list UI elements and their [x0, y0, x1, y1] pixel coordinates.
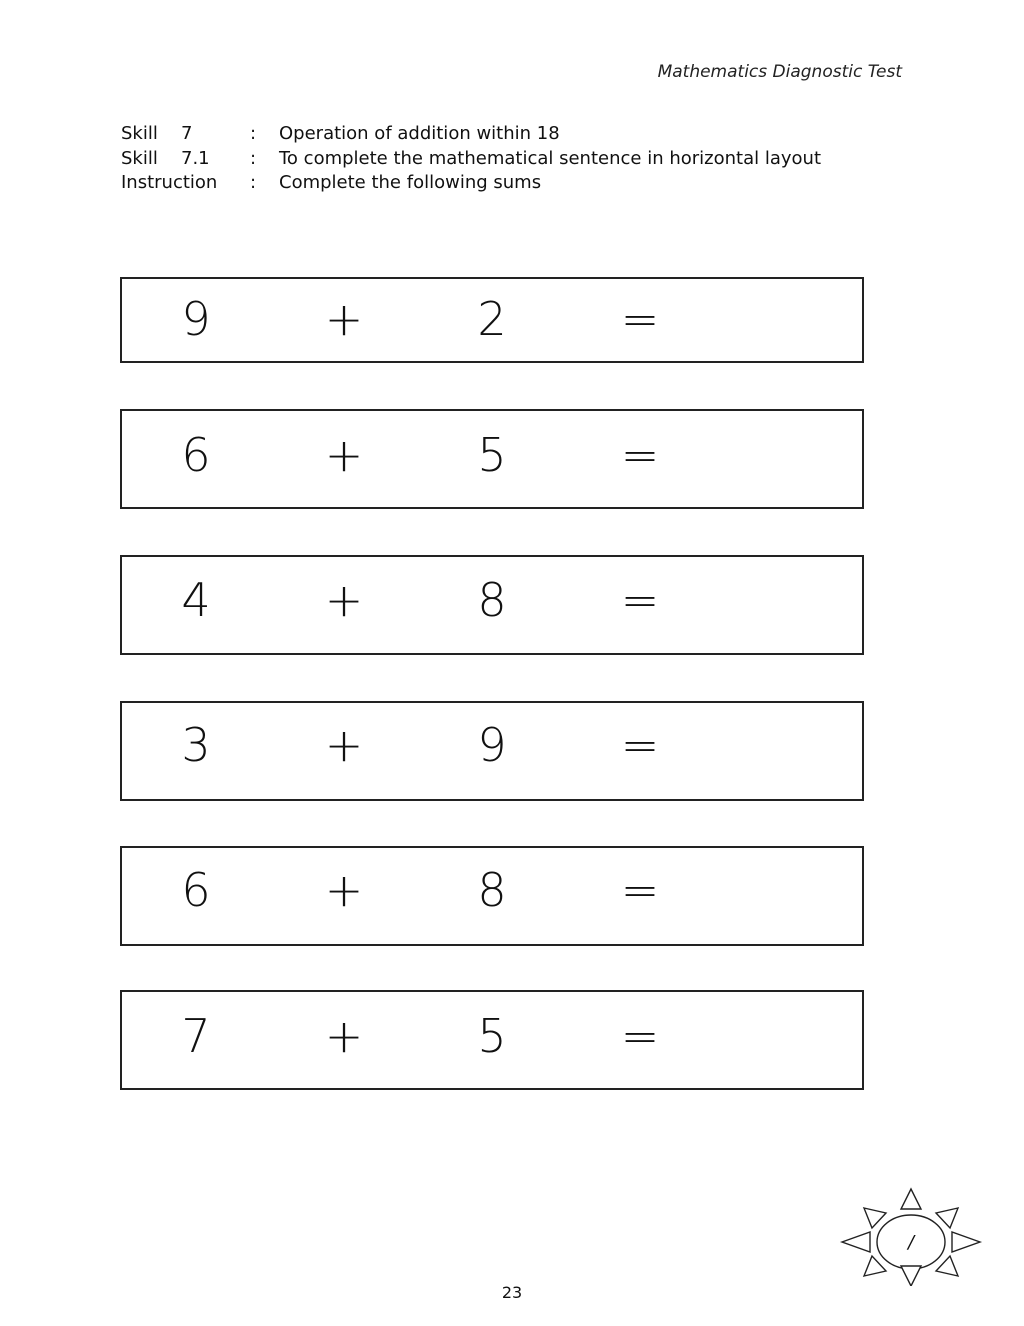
- separator-colon: :: [250, 147, 257, 169]
- separator-colon: :: [250, 172, 257, 193]
- equals-sign: =: [620, 1009, 660, 1063]
- instruction-label: Instruction: [121, 172, 218, 193]
- skill-number: 7: [181, 123, 193, 144]
- addend-a: 3: [181, 718, 211, 772]
- equals-sign: =: [620, 292, 660, 346]
- equals-sign: =: [620, 718, 660, 772]
- instruction-text: Complete the following sums: [279, 172, 542, 193]
- skill-number: 7.1: [181, 147, 210, 169]
- addend-b: 8: [477, 863, 507, 917]
- equals-sign: =: [620, 863, 660, 917]
- equals-sign: =: [620, 428, 660, 482]
- addend-a: 4: [181, 573, 211, 627]
- plus-sign: +: [324, 718, 364, 772]
- addend-b: 9: [477, 718, 507, 772]
- score-mark: /: [907, 1232, 915, 1253]
- plus-sign: +: [324, 292, 364, 346]
- addend-a: 7: [181, 1009, 211, 1063]
- addend-a: 6: [181, 428, 211, 482]
- addend-a: 9: [181, 292, 211, 346]
- addend-a: 6: [181, 863, 211, 917]
- equals-sign: =: [620, 573, 660, 627]
- addend-b: 2: [477, 292, 507, 346]
- sum-box-5: [120, 846, 864, 946]
- addend-b: 5: [477, 428, 507, 482]
- plus-sign: +: [324, 1009, 364, 1063]
- sum-box-1: [120, 277, 864, 363]
- separator-colon: :: [250, 123, 257, 144]
- skill-label: Skill: [121, 147, 158, 169]
- sum-box-3: [120, 555, 864, 655]
- plus-sign: +: [324, 428, 364, 482]
- sum-box-4: [120, 701, 864, 801]
- addend-b: 8: [477, 573, 507, 627]
- sum-box-2: [120, 409, 864, 509]
- page-number: 23: [501, 1283, 523, 1302]
- skill-label: Skill: [121, 123, 158, 144]
- skill-description: Operation of addition within 18: [279, 123, 560, 144]
- addend-b: 5: [477, 1009, 507, 1063]
- skill-description: To complete the mathematical sentence in horizontal layout: [279, 147, 821, 169]
- plus-sign: +: [324, 573, 364, 627]
- plus-sign: +: [324, 863, 364, 917]
- sum-box-6: [120, 990, 864, 1090]
- document-header-title: Mathematics Diagnostic Test: [657, 62, 902, 82]
